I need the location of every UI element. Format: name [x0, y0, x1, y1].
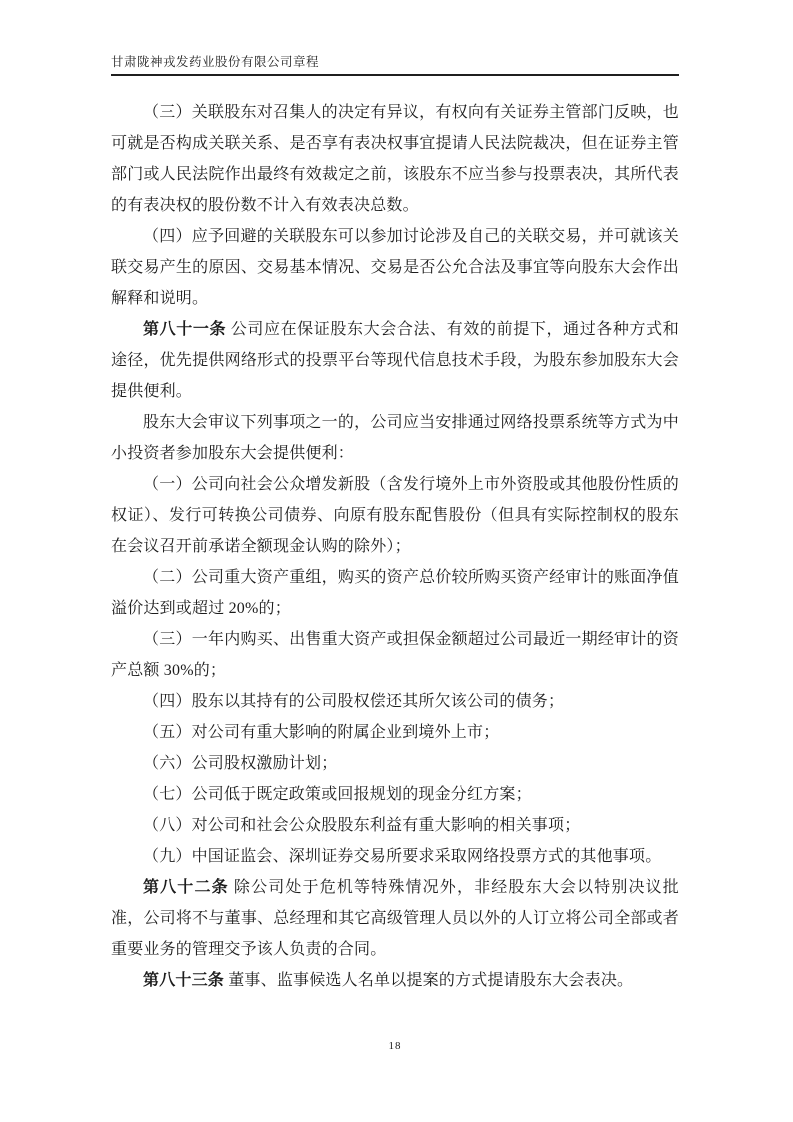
- article-number: 第八十一条: [143, 321, 227, 338]
- paragraph: （二）公司重大资产重组，购买的资产总价较所购买资产经审计的账面净值溢价达到或超过 20%的；: [111, 569, 679, 617]
- paragraph: （五）对公司有重大影响的附属企业到境外上市；: [143, 724, 500, 741]
- header-title: 甘肃陇神戎发药业股份有限公司章程: [111, 55, 320, 69]
- paragraph: （八）对公司和社会公众股股东利益有重大影响的相关事项；: [143, 817, 581, 834]
- paragraph: （三）一年内购买、出售重大资产或担保金额超过公司最近一期经审计的资产总额 30%的；: [111, 631, 679, 679]
- paragraph: 第八十一条 公司应在保证股东大会合法、有效的前提下，通过各种方式和途径，优先提供网络形式的投票平台等现代信息技术手段，为股东参加股东大会提供便利。: [111, 321, 679, 400]
- article-number: 第八十三条: [143, 972, 225, 989]
- paragraph: （九）中国证监会、深圳证券交易所要求采取网络投票方式的其他事项。: [143, 848, 662, 865]
- paragraph: （四）股东以其持有的公司股权偿还其所欠该公司的债务；: [143, 693, 565, 710]
- paragraph: （三）关联股东对召集人的决定有异议，有权向有关证券主管部门反映，也可就是否构成关联关系、是否享有表决权事宜提请人民法院裁决，但在证券主管部门或人民法院作出最终有效裁定之前，该股东不应当参与投票表决，其所代表的有表决权的股份数不计入有效表决总数。: [111, 104, 679, 214]
- paragraph: 股东大会审议下列事项之一的，公司应当安排通过网络投票系统等方式为中小投资者参加股东大会提供便利：: [111, 414, 679, 462]
- document-footer: [111, 1036, 679, 1054]
- article-number: 第八十二条: [143, 879, 229, 896]
- paragraph: （六）公司股权激励计划；: [143, 755, 338, 772]
- paragraph: （一）公司向社会公众增发新股（含发行境外上市外资股或其他股份性质的权证）、发行可转换公司债券、向原有股东配售股份（但具有实际控制权的股东在会议召开前承诺全额现金认购的除外）；: [111, 476, 679, 555]
- document-body: [111, 97, 679, 996]
- document-header: [111, 52, 679, 76]
- page-number: 18: [388, 1040, 402, 1052]
- paragraph: 第八十二条 除公司处于危机等特殊情况外，非经股东大会以特别决议批准，公司将不与董事、总经理和其它高级管理人员以外的人订立将公司全部或者重要业务的管理交予该人负责的合同。: [111, 879, 679, 958]
- paragraph: （七）公司低于既定政策或回报规划的现金分红方案；: [143, 786, 532, 803]
- paragraph: 第八十三条 董事、监事候选人名单以提案的方式提请股东大会表决。: [143, 972, 634, 989]
- paragraph: （四）应予回避的关联股东可以参加讨论涉及自己的关联交易，并可就该关联交易产生的原因、交易基本情况、交易是否公允合法及事宜等向股东大会作出解释和说明。: [111, 228, 679, 307]
